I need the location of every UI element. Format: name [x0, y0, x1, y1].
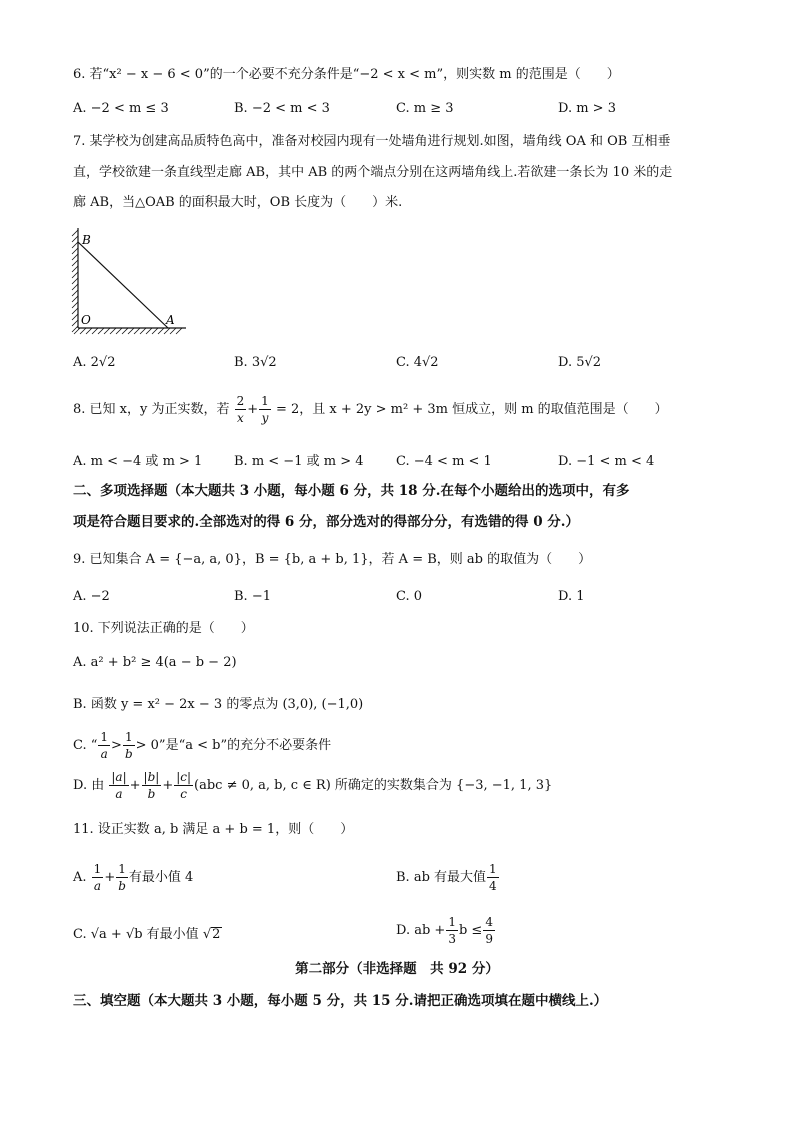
- q6-option-c: C. m ≥ 3: [396, 101, 454, 116]
- ground-hatch-mark: [140, 328, 146, 334]
- q10-d-suffix: (abc ≠ 0, a, b, c ∈ R) 所确定的实数集合为 {−3, −1, 1, 3}: [194, 778, 553, 793]
- wall-hatch-mark: [72, 230, 78, 236]
- q6-stem: 6. 若“x² − x − 6 < 0”的一个必要不充分条件是“−2 < x < m”，则实数 m 的范围是（ ）: [73, 67, 620, 82]
- q11-b-frac: [487, 862, 499, 893]
- q11-b-prefix: B. ab 有最大值: [396, 870, 487, 885]
- ground-hatch-mark: [116, 328, 122, 334]
- q11-c-prefix: C. √a + √b 有最小值: [73, 927, 199, 942]
- wall-hatch-mark: [72, 266, 78, 272]
- q6-option-a: A. −2 < m ≤ 3: [73, 101, 169, 116]
- q7-option-c: C. 4√2: [396, 355, 439, 370]
- q11-option-d: [396, 915, 496, 946]
- q10-stem: 10. 下列说法正确的是（ ）: [73, 621, 254, 636]
- q10-d-frac1-num: |a|: [111, 770, 127, 784]
- wall-hatch-mark: [72, 242, 78, 248]
- q11-d-frac2: [483, 915, 495, 946]
- ground-hatch-mark: [104, 328, 110, 334]
- wall-hatch-mark: [72, 296, 78, 302]
- q10-option-b: B. 函数 y = x² − 2x − 3 的零点为 (3,0), (−1,0): [73, 697, 364, 712]
- q8-stem: [73, 394, 668, 425]
- q10-option-d: [73, 770, 552, 801]
- q11-a-prefix: A.: [73, 870, 87, 885]
- ground-hatch-mark: [122, 328, 128, 334]
- q8-fraction-1-over-y: [259, 394, 271, 425]
- q10-d-frac2-den: b: [147, 787, 156, 801]
- q11-b-frac-den: 4: [489, 879, 497, 893]
- q8-option-b: B. m < −1 或 m > 4: [234, 454, 364, 469]
- q11-d-mid: b ≤: [458, 923, 483, 938]
- q10-d-frac2: [142, 770, 162, 801]
- q7-label-b: B: [82, 233, 91, 247]
- ground-hatch-mark: [176, 328, 182, 334]
- q10-option-a: A. a² + b² ≥ 4(a − b − 2): [73, 655, 237, 670]
- q11-c-radicand: 2: [212, 927, 221, 942]
- wall-hatch-mark: [72, 290, 78, 296]
- q11-a-frac1: [92, 862, 104, 893]
- wall-hatch-mark: [72, 314, 78, 320]
- ground-hatch-mark: [98, 328, 104, 334]
- q11-d-prefix: D. ab +: [396, 923, 446, 938]
- q11-stem: 11. 设正实数 a, b 满足 a + b = 1，则（ ）: [73, 822, 354, 837]
- q11-b-frac-num: 1: [489, 862, 497, 876]
- q10-d-frac3: [174, 770, 193, 801]
- q10-c-frac1-num: 1: [100, 730, 109, 744]
- q10-d-plus1: +: [129, 778, 141, 793]
- q10-d-frac1: [109, 770, 128, 801]
- q7-line1: 7. 某学校为创建高品质特色高中，准备对校园内现有一处墙角进行规划.如图，墙角线 OA 和 OB 互相垂: [73, 134, 671, 149]
- q11-a-plus: +: [104, 870, 116, 885]
- q8-stem-suffix: = 2，且 x + 2y > m² + 3m 恒成立，则 m 的取值范围是（ ）: [275, 402, 668, 417]
- ground-hatch-mark: [146, 328, 152, 334]
- q11-a-suffix: 有最小值 4: [128, 870, 194, 885]
- q11-a-frac1-num: 1: [93, 862, 102, 876]
- q10-c-frac1-den: a: [100, 747, 108, 761]
- q10-d-frac1-den: a: [115, 787, 123, 801]
- q11-option-c: [73, 927, 222, 942]
- wall-hatch-mark: [72, 236, 78, 242]
- ground-hatch-mark: [110, 328, 116, 334]
- q11-c-sqrt-sign: √: [202, 927, 212, 942]
- ground-hatch-mark: [170, 328, 176, 334]
- ground-hatch-mark: [80, 328, 86, 334]
- part2-title: 第二部分（非选择题 共 92 分）: [295, 961, 499, 977]
- q11-a-frac2-num: 1: [116, 862, 128, 878]
- q7-label-o: O: [81, 313, 91, 327]
- q10-c-suffix: > 0”是“a < b”的充分不必要条件: [135, 738, 332, 753]
- q10-c-frac2-den: b: [124, 747, 133, 761]
- q11-d-frac1-den: 3: [448, 932, 456, 946]
- q7-label-a: A: [166, 313, 175, 327]
- q7-option-d: D. 5√2: [558, 355, 602, 370]
- q7-option-b: B. 3√2: [234, 355, 277, 370]
- ground-hatch-mark: [134, 328, 140, 334]
- q8-frac2-den: y: [261, 411, 269, 425]
- q10-d-plus2: +: [162, 778, 174, 793]
- q10-c-frac2-num: 1: [123, 730, 135, 746]
- ground-hatch-mark: [92, 328, 98, 334]
- q8-option-c: C. −4 < m < 1: [396, 454, 492, 469]
- q10-d-frac3-num: |c|: [176, 770, 192, 784]
- wall-hatch-mark: [72, 308, 78, 314]
- q10-c-gt: >: [111, 738, 122, 753]
- q10-d-prefix: D. 由: [73, 778, 105, 793]
- q10-c-frac2: [123, 730, 135, 761]
- ground-hatch-mark: [164, 328, 170, 334]
- ground-hatch-mark: [86, 328, 92, 334]
- q10-option-c: [73, 730, 331, 761]
- section2-line2: 项是符合题目要求的.全部选对的得 6 分，部分选对的得部分分，有选错的得 0 分.）: [73, 514, 579, 530]
- q7-option-a: A. 2√2: [73, 355, 116, 370]
- q9-option-b: B. −1: [234, 589, 271, 604]
- q11-d-frac2-den: 9: [485, 932, 493, 946]
- ground-hatch-mark: [152, 328, 158, 334]
- ground-hatch-mark: [158, 328, 164, 334]
- q11-option-a: [73, 862, 193, 893]
- q8-option-d: D. −1 < m < 4: [558, 454, 655, 469]
- q8-stem-prefix: 8. 已知 x，y 为正实数，若: [73, 402, 230, 417]
- section3-heading: 三、填空题（本大题共 3 小题，每小题 5 分，共 15 分.请把正确选项填在题中横线上.）: [73, 993, 608, 1009]
- q8-plus: +: [247, 402, 259, 417]
- q9-stem: 9. 已知集合 A = {−a, a, 0}，B = {b, a + b, 1}，若 A = B，则 ab 的取值为（ ）: [73, 552, 592, 567]
- section2-line1: 二、多项选择题（本大题共 3 小题，每小题 6 分，共 18 分.在每个小题给出的选项中，有多: [73, 483, 630, 499]
- q7-figure: [68, 224, 193, 336]
- q11-option-b: [396, 862, 500, 893]
- q8-option-a: A. m < −4 或 m > 1: [73, 454, 203, 469]
- ground-hatch-mark: [128, 328, 134, 334]
- q11-a-frac1-den: a: [93, 879, 102, 893]
- wall-hatch-mark: [72, 320, 78, 326]
- wall-hatch-mark: [72, 284, 78, 290]
- wall-hatch-mark: [72, 278, 78, 284]
- q9-option-a: A. −2: [73, 589, 110, 604]
- q9-option-d: D. 1: [558, 589, 585, 604]
- q7-line3: 廊 AB，当△OAB 的面积最大时，OB 长度为（ ）米.: [73, 195, 403, 210]
- q8-frac1-den: x: [237, 411, 244, 425]
- wall-hatch-mark: [72, 260, 78, 266]
- q7-line2: 直，学校欲建一条直线型走廊 AB，其中 AB 的两个端点分别在这两墙角线上.若欲建一条长为 10 米的走: [73, 165, 673, 180]
- q9-option-c: C. 0: [396, 589, 423, 604]
- q8-frac2-num: 1: [261, 394, 269, 408]
- q10-c-prefix: C. “: [73, 738, 98, 753]
- q11-a-frac2-den: b: [118, 879, 126, 893]
- q8-frac1-num: 2: [236, 394, 245, 408]
- wall-hatch-mark: [72, 302, 78, 308]
- q6-option-b: B. −2 < m < 3: [234, 101, 330, 116]
- wall-hatch-mark: [72, 254, 78, 260]
- wall-hatch-mark: [72, 272, 78, 278]
- q8-fraction-2-over-x: [235, 394, 247, 425]
- q10-c-frac1: [98, 730, 110, 761]
- q11-a-frac2: [116, 862, 128, 893]
- q11-d-frac1: [446, 915, 458, 946]
- q10-d-frac2-num: |b|: [143, 770, 160, 784]
- wall-hatch-mark: [72, 248, 78, 254]
- q11-d-frac1-num: 1: [448, 915, 456, 929]
- q11-d-frac2-num: 4: [485, 915, 493, 929]
- q6-option-d: D. m > 3: [558, 101, 616, 116]
- q10-d-frac3-den: c: [180, 787, 187, 801]
